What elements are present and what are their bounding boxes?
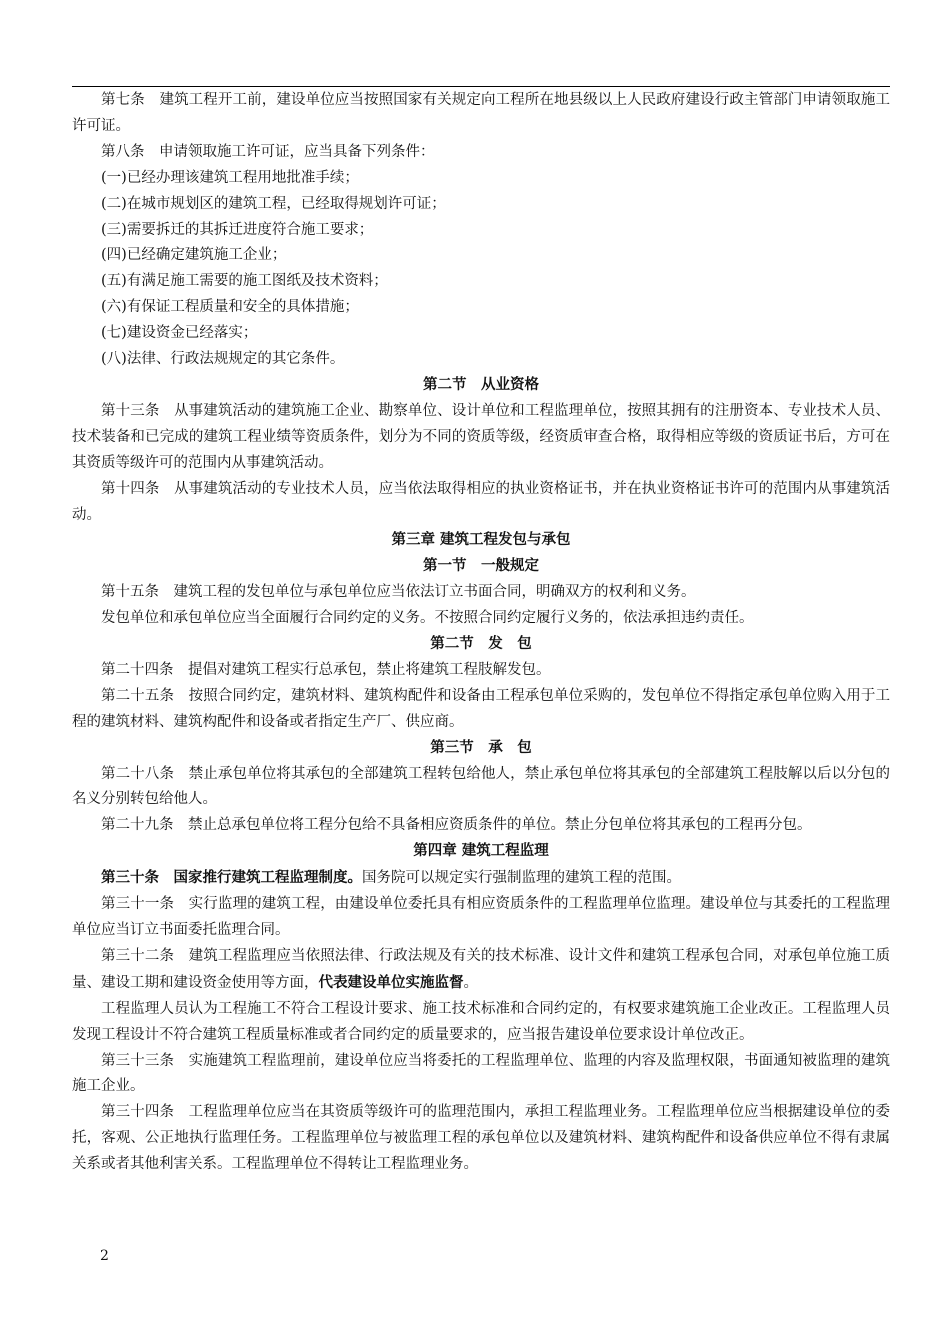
section-heading: 第二节 发 包 [430, 636, 532, 653]
article-25: 第二十五条 按照合同约定，建筑材料、建筑构配件和设备由工程承包单位采购的，发包单位不得指定承包单位购入用于工程的建筑材料、建筑构配件和设备或者指定生产厂、供应商。 [72, 687, 890, 730]
article-30 [72, 865, 890, 892]
article-30-rest: 国务院可以规定实行强制监理的建筑工程的范围。 [362, 870, 681, 887]
chapter-heading: 第三章 建筑工程发包与承包 [391, 532, 571, 549]
article-32 [72, 944, 890, 997]
list-item: (三)需要拆迁的其拆迁进度符合施工要求； [101, 221, 374, 238]
article-32-bold: 代表建设单位实施监督 [318, 973, 464, 991]
article-31: 第三十一条 实行监理的建筑工程，由建设单位委托具有相应资质条件的工程监理单位监理。建设单位与其委托的工程监理单位应当订立书面委托监理合同。 [72, 896, 890, 938]
section-heading: 第一节 一般规定 [423, 558, 539, 575]
article-13: 第十三条 从事建筑活动的建筑施工企业、勘察单位、设计单位和工程监理单位，按照其拥有的注册资本、专业技术人员、技术装备和已完成的建筑工程业绩等资质条件，划分为不同的资质等级，经资质审查合格，取得相应等级的资质证书后，方可在其资质等级许可的范围内从事建筑活动。 [72, 402, 890, 471]
list-item: (一)已经办理该建筑工程用地批准手续； [101, 169, 359, 186]
list-item: (七)建设资金已经落实； [101, 325, 258, 342]
article-29: 第二十九条 禁止总承包单位将工程分包给不具备相应资质条件的单位。禁止分包单位将其承包的工程再分包。 [101, 817, 812, 834]
chapter-heading: 第四章 建筑工程监理 [413, 843, 549, 860]
list-item: (五)有满足施工需要的施工图纸及技术资料； [101, 273, 388, 290]
article-32-para-2: 工程监理人员认为工程施工不符合工程设计要求、施工技术标准和合同约定的，有权要求建筑施工企业改正。工程监理人员发现工程设计不符合建筑工程质量标准或者合同约定的质量要求的，应当报告建设单位要求设计单位改正。 [72, 1000, 890, 1043]
article-28: 第二十八条 禁止承包单位将其承包的全部建筑工程转包给他人，禁止承包单位将其承包的全部建筑工程肢解以后以分包的名义分别转包给他人。 [72, 765, 890, 808]
list-item: (二)在城市规划区的建筑工程，已经取得规划许可证； [101, 195, 446, 212]
article-7: 第七条 建筑工程开工前，建设单位应当按照国家有关规定向工程所在地县级以上人民政府建设行政主管部门申请领取施工许可证。 [72, 92, 890, 134]
article-33: 第三十三条 实施建筑工程监理前，建设单位应当将委托的工程监理单位、监理的内容及监理权限，书面通知被监理的建筑施工企业。 [72, 1052, 890, 1095]
list-item: (四)已经确定建筑施工企业； [101, 247, 287, 264]
article-24: 第二十四条 提倡对建筑工程实行总承包，禁止将建筑工程肢解发包。 [101, 661, 551, 678]
list-item: (八)法律、行政法规规定的其它条件。 [101, 351, 345, 368]
article-32-text: 第三十二条 建筑工程监理应当依照法律、行政法规及有关的技术标准、设计文件和建筑工程承包合同，对承包单位施工质量、建设工期和建设资金使用等方面， [72, 947, 890, 991]
article-30-bold: 第三十条 国家推行建筑工程监理制度。 [101, 869, 362, 887]
article-14: 第十四条 从事建筑活动的专业技术人员，应当依法取得相应的执业资格证书，并在执业资格证书许可的范围内从事建筑活动。 [72, 480, 890, 523]
article-32-end: 。 [463, 974, 478, 991]
article-34: 第三十四条 工程监理单位应当在其资质等级许可的监理范围内，承担工程监理业务。工程监理单位应当根据建设单位的委托，客观、公正地执行监理任务。工程监理单位与被监理工程的承包单位以及建筑材料、建筑构配件和设备供应单位不得有隶属关系或者其他利害关系。工程监理单位不得转让工程监理业务。 [72, 1104, 890, 1173]
section-heading: 第二节 从业资格 [423, 376, 539, 393]
page-number: 2 [100, 1248, 109, 1264]
header-rule [72, 86, 890, 87]
article-15-para-2: 发包单位和承包单位应当全面履行合同约定的义务。不按照合同约定履行义务的，依法承担违约责任。 [101, 610, 754, 627]
document-body [72, 88, 890, 1178]
section-heading: 第三节 承 包 [430, 739, 532, 756]
list-item: (六)有保证工程质量和安全的具体措施； [101, 299, 359, 316]
article-15: 第十五条 建筑工程的发包单位与承包单位应当依法订立书面合同，明确双方的权利和义务。 [101, 584, 696, 601]
article-8: 第八条 申请领取施工许可证，应当具备下列条件： [101, 143, 435, 160]
